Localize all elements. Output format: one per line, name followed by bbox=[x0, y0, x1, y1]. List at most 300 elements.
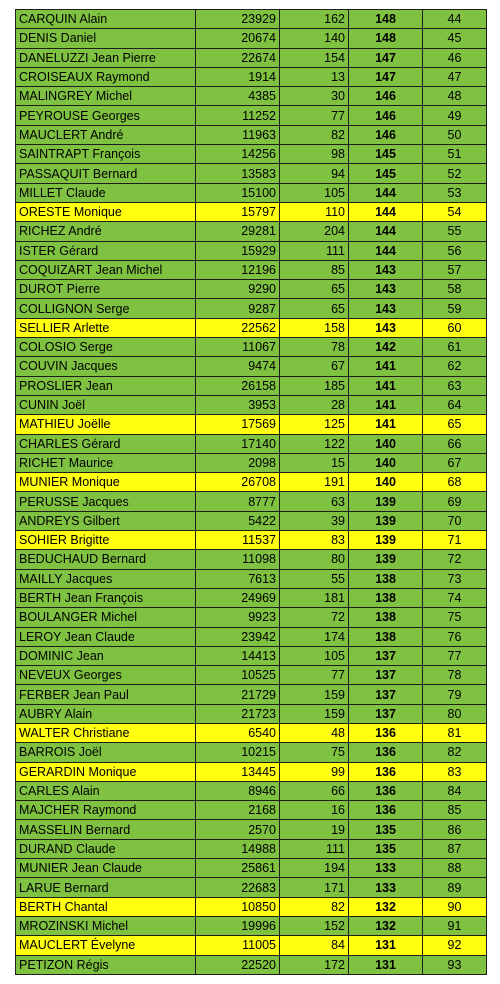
player-name-cell: MUNIER Jean Claude bbox=[16, 859, 196, 878]
table-row bbox=[16, 164, 487, 183]
score-cell: 131 bbox=[349, 936, 423, 955]
player-name-cell: BERTH Jean François bbox=[16, 588, 196, 607]
value1-cell: 25861 bbox=[196, 859, 280, 878]
table-row-highlighted bbox=[16, 723, 487, 742]
player-name-cell: DOMINIC Jean bbox=[16, 646, 196, 665]
rank-cell: 91 bbox=[423, 916, 487, 935]
player-name-cell: CROISEAUX Raymond bbox=[16, 67, 196, 86]
value2-cell: 77 bbox=[280, 106, 349, 125]
player-name-cell: NEVEUX Georges bbox=[16, 666, 196, 685]
score-cell: 148 bbox=[349, 29, 423, 48]
value1-cell: 21729 bbox=[196, 685, 280, 704]
value1-cell: 11537 bbox=[196, 531, 280, 550]
value1-cell: 23942 bbox=[196, 627, 280, 646]
score-cell: 135 bbox=[349, 820, 423, 839]
rank-cell: 85 bbox=[423, 801, 487, 820]
table-row bbox=[16, 10, 487, 29]
rank-cell: 57 bbox=[423, 260, 487, 279]
player-name-cell: MAUCLERT André bbox=[16, 125, 196, 144]
score-cell: 139 bbox=[349, 550, 423, 569]
player-name-cell: CHARLES Gérard bbox=[16, 434, 196, 453]
value1-cell: 22520 bbox=[196, 955, 280, 974]
rank-cell: 71 bbox=[423, 531, 487, 550]
table-row bbox=[16, 820, 487, 839]
value2-cell: 83 bbox=[280, 531, 349, 550]
rank-cell: 78 bbox=[423, 666, 487, 685]
table-row bbox=[16, 588, 487, 607]
table-row bbox=[16, 395, 487, 414]
value2-cell: 63 bbox=[280, 492, 349, 511]
score-cell: 141 bbox=[349, 357, 423, 376]
score-cell: 144 bbox=[349, 202, 423, 221]
table-row-highlighted bbox=[16, 762, 487, 781]
ranking-table-body bbox=[16, 10, 487, 975]
rank-cell: 64 bbox=[423, 395, 487, 414]
player-name-cell: MATHIEU Joëlle bbox=[16, 415, 196, 434]
value1-cell: 3953 bbox=[196, 395, 280, 414]
value1-cell: 11067 bbox=[196, 338, 280, 357]
value2-cell: 13 bbox=[280, 67, 349, 86]
rank-cell: 82 bbox=[423, 743, 487, 762]
score-cell: 139 bbox=[349, 492, 423, 511]
player-name-cell: GERARDIN Monique bbox=[16, 762, 196, 781]
value1-cell: 15100 bbox=[196, 183, 280, 202]
score-cell: 145 bbox=[349, 164, 423, 183]
table-row bbox=[16, 434, 487, 453]
value1-cell: 4385 bbox=[196, 87, 280, 106]
rank-cell: 56 bbox=[423, 241, 487, 260]
value2-cell: 80 bbox=[280, 550, 349, 569]
table-row bbox=[16, 685, 487, 704]
score-cell: 133 bbox=[349, 859, 423, 878]
rank-cell: 90 bbox=[423, 897, 487, 916]
value1-cell: 8946 bbox=[196, 781, 280, 800]
rank-cell: 81 bbox=[423, 723, 487, 742]
rank-cell: 45 bbox=[423, 29, 487, 48]
player-name-cell: MAJCHER Raymond bbox=[16, 801, 196, 820]
table-row bbox=[16, 511, 487, 530]
table-row bbox=[16, 569, 487, 588]
table-row bbox=[16, 106, 487, 125]
table-row bbox=[16, 125, 487, 144]
value2-cell: 98 bbox=[280, 145, 349, 164]
score-cell: 143 bbox=[349, 260, 423, 279]
value1-cell: 15929 bbox=[196, 241, 280, 260]
value1-cell: 17140 bbox=[196, 434, 280, 453]
value1-cell: 8777 bbox=[196, 492, 280, 511]
player-name-cell: PROSLIER Jean bbox=[16, 376, 196, 395]
value2-cell: 82 bbox=[280, 125, 349, 144]
value2-cell: 125 bbox=[280, 415, 349, 434]
player-name-cell: BERTH Chantal bbox=[16, 897, 196, 916]
score-cell: 141 bbox=[349, 376, 423, 395]
rank-cell: 67 bbox=[423, 453, 487, 472]
value1-cell: 6540 bbox=[196, 723, 280, 742]
rank-cell: 46 bbox=[423, 48, 487, 67]
rank-cell: 65 bbox=[423, 415, 487, 434]
value1-cell: 9474 bbox=[196, 357, 280, 376]
value1-cell: 14988 bbox=[196, 839, 280, 858]
table-row bbox=[16, 87, 487, 106]
rank-cell: 80 bbox=[423, 704, 487, 723]
value2-cell: 84 bbox=[280, 936, 349, 955]
table-row bbox=[16, 801, 487, 820]
score-cell: 145 bbox=[349, 145, 423, 164]
player-name-cell: PERUSSE Jacques bbox=[16, 492, 196, 511]
score-cell: 137 bbox=[349, 646, 423, 665]
table-row bbox=[16, 338, 487, 357]
value1-cell: 15797 bbox=[196, 202, 280, 221]
value1-cell: 9290 bbox=[196, 280, 280, 299]
value2-cell: 194 bbox=[280, 859, 349, 878]
rank-cell: 79 bbox=[423, 685, 487, 704]
value2-cell: 28 bbox=[280, 395, 349, 414]
value1-cell: 10850 bbox=[196, 897, 280, 916]
table-row bbox=[16, 280, 487, 299]
rank-cell: 59 bbox=[423, 299, 487, 318]
score-cell: 147 bbox=[349, 48, 423, 67]
score-cell: 143 bbox=[349, 280, 423, 299]
player-name-cell: SELLIER Arlette bbox=[16, 318, 196, 337]
player-name-cell: DUROT Pierre bbox=[16, 280, 196, 299]
value2-cell: 110 bbox=[280, 202, 349, 221]
player-name-cell: RICHET Maurice bbox=[16, 453, 196, 472]
score-cell: 148 bbox=[349, 10, 423, 29]
score-cell: 137 bbox=[349, 666, 423, 685]
score-cell: 141 bbox=[349, 395, 423, 414]
table-row bbox=[16, 878, 487, 897]
score-cell: 140 bbox=[349, 434, 423, 453]
value1-cell: 24969 bbox=[196, 588, 280, 607]
player-name-cell: DURAND Claude bbox=[16, 839, 196, 858]
rank-cell: 69 bbox=[423, 492, 487, 511]
score-cell: 133 bbox=[349, 878, 423, 897]
player-name-cell: BOULANGER Michel bbox=[16, 608, 196, 627]
value1-cell: 11005 bbox=[196, 936, 280, 955]
player-name-cell: MROZINSKI Michel bbox=[16, 916, 196, 935]
value1-cell: 26158 bbox=[196, 376, 280, 395]
rank-cell: 87 bbox=[423, 839, 487, 858]
value2-cell: 94 bbox=[280, 164, 349, 183]
value2-cell: 162 bbox=[280, 10, 349, 29]
table-row bbox=[16, 183, 487, 202]
table-row-highlighted bbox=[16, 415, 487, 434]
value2-cell: 55 bbox=[280, 569, 349, 588]
rank-cell: 55 bbox=[423, 222, 487, 241]
score-cell: 140 bbox=[349, 453, 423, 472]
table-row bbox=[16, 859, 487, 878]
value1-cell: 14256 bbox=[196, 145, 280, 164]
rank-cell: 93 bbox=[423, 955, 487, 974]
rank-cell: 77 bbox=[423, 646, 487, 665]
table-row bbox=[16, 67, 487, 86]
value1-cell: 9923 bbox=[196, 608, 280, 627]
value1-cell: 2168 bbox=[196, 801, 280, 820]
player-name-cell: PASSAQUIT Bernard bbox=[16, 164, 196, 183]
rank-cell: 44 bbox=[423, 10, 487, 29]
rank-cell: 61 bbox=[423, 338, 487, 357]
player-name-cell: SAINTRAPT François bbox=[16, 145, 196, 164]
rank-cell: 48 bbox=[423, 87, 487, 106]
value2-cell: 65 bbox=[280, 280, 349, 299]
value1-cell: 17569 bbox=[196, 415, 280, 434]
score-cell: 144 bbox=[349, 222, 423, 241]
value2-cell: 105 bbox=[280, 646, 349, 665]
player-name-cell: DANELUZZI Jean Pierre bbox=[16, 48, 196, 67]
player-name-cell: PETIZON Régis bbox=[16, 955, 196, 974]
value2-cell: 30 bbox=[280, 87, 349, 106]
value2-cell: 122 bbox=[280, 434, 349, 453]
value1-cell: 11098 bbox=[196, 550, 280, 569]
rank-cell: 83 bbox=[423, 762, 487, 781]
rank-cell: 66 bbox=[423, 434, 487, 453]
player-name-cell: CARLES Alain bbox=[16, 781, 196, 800]
score-cell: 132 bbox=[349, 916, 423, 935]
value1-cell: 11252 bbox=[196, 106, 280, 125]
value1-cell: 11963 bbox=[196, 125, 280, 144]
value1-cell: 2098 bbox=[196, 453, 280, 472]
player-name-cell: WALTER Christiane bbox=[16, 723, 196, 742]
rank-cell: 60 bbox=[423, 318, 487, 337]
value1-cell: 9287 bbox=[196, 299, 280, 318]
rank-cell: 88 bbox=[423, 859, 487, 878]
value2-cell: 65 bbox=[280, 299, 349, 318]
player-name-cell: MAILLY Jacques bbox=[16, 569, 196, 588]
rank-cell: 86 bbox=[423, 820, 487, 839]
value2-cell: 48 bbox=[280, 723, 349, 742]
rank-cell: 47 bbox=[423, 67, 487, 86]
value2-cell: 111 bbox=[280, 241, 349, 260]
table-row bbox=[16, 916, 487, 935]
table-row-highlighted bbox=[16, 318, 487, 337]
player-name-cell: LEROY Jean Claude bbox=[16, 627, 196, 646]
rank-cell: 89 bbox=[423, 878, 487, 897]
value2-cell: 66 bbox=[280, 781, 349, 800]
value1-cell: 1914 bbox=[196, 67, 280, 86]
value2-cell: 159 bbox=[280, 704, 349, 723]
table-row bbox=[16, 492, 487, 511]
value2-cell: 82 bbox=[280, 897, 349, 916]
player-name-cell: ANDREYS Gilbert bbox=[16, 511, 196, 530]
table-row bbox=[16, 241, 487, 260]
table-row bbox=[16, 743, 487, 762]
table-row bbox=[16, 376, 487, 395]
table-row bbox=[16, 299, 487, 318]
player-name-cell: BEDUCHAUD Bernard bbox=[16, 550, 196, 569]
table-row bbox=[16, 781, 487, 800]
table-row bbox=[16, 145, 487, 164]
value2-cell: 185 bbox=[280, 376, 349, 395]
rank-cell: 49 bbox=[423, 106, 487, 125]
rank-cell: 51 bbox=[423, 145, 487, 164]
table-row bbox=[16, 550, 487, 569]
player-name-cell: LARUE Bernard bbox=[16, 878, 196, 897]
score-cell: 138 bbox=[349, 588, 423, 607]
player-name-cell: RICHEZ André bbox=[16, 222, 196, 241]
value2-cell: 140 bbox=[280, 29, 349, 48]
value2-cell: 191 bbox=[280, 473, 349, 492]
score-cell: 140 bbox=[349, 473, 423, 492]
rank-cell: 54 bbox=[423, 202, 487, 221]
value1-cell: 21723 bbox=[196, 704, 280, 723]
table-row bbox=[16, 48, 487, 67]
rank-cell: 62 bbox=[423, 357, 487, 376]
score-cell: 146 bbox=[349, 125, 423, 144]
rank-cell: 76 bbox=[423, 627, 487, 646]
value1-cell: 13445 bbox=[196, 762, 280, 781]
value2-cell: 67 bbox=[280, 357, 349, 376]
value2-cell: 75 bbox=[280, 743, 349, 762]
ranking-table bbox=[15, 9, 487, 975]
value1-cell: 7613 bbox=[196, 569, 280, 588]
value2-cell: 105 bbox=[280, 183, 349, 202]
player-name-cell: MILLET Claude bbox=[16, 183, 196, 202]
value2-cell: 172 bbox=[280, 955, 349, 974]
value1-cell: 19996 bbox=[196, 916, 280, 935]
score-cell: 137 bbox=[349, 685, 423, 704]
value2-cell: 111 bbox=[280, 839, 349, 858]
table-row bbox=[16, 222, 487, 241]
table-row bbox=[16, 608, 487, 627]
rank-cell: 84 bbox=[423, 781, 487, 800]
player-name-cell: MUNIER Monique bbox=[16, 473, 196, 492]
value1-cell: 22683 bbox=[196, 878, 280, 897]
player-name-cell: CARQUIN Alain bbox=[16, 10, 196, 29]
value2-cell: 85 bbox=[280, 260, 349, 279]
value2-cell: 77 bbox=[280, 666, 349, 685]
score-cell: 138 bbox=[349, 608, 423, 627]
value1-cell: 22674 bbox=[196, 48, 280, 67]
value2-cell: 174 bbox=[280, 627, 349, 646]
score-cell: 139 bbox=[349, 511, 423, 530]
table-row bbox=[16, 955, 487, 974]
player-name-cell: MAUCLERT Évelyne bbox=[16, 936, 196, 955]
player-name-cell: AUBRY Alain bbox=[16, 704, 196, 723]
value1-cell: 29281 bbox=[196, 222, 280, 241]
table-row-highlighted bbox=[16, 473, 487, 492]
value1-cell: 22562 bbox=[196, 318, 280, 337]
value1-cell: 10215 bbox=[196, 743, 280, 762]
rank-cell: 58 bbox=[423, 280, 487, 299]
rank-cell: 50 bbox=[423, 125, 487, 144]
table-row bbox=[16, 666, 487, 685]
value2-cell: 204 bbox=[280, 222, 349, 241]
table-row-highlighted bbox=[16, 897, 487, 916]
value1-cell: 5422 bbox=[196, 511, 280, 530]
player-name-cell: MASSELIN Bernard bbox=[16, 820, 196, 839]
value1-cell: 23929 bbox=[196, 10, 280, 29]
player-name-cell: COUVIN Jacques bbox=[16, 357, 196, 376]
score-cell: 135 bbox=[349, 839, 423, 858]
value2-cell: 171 bbox=[280, 878, 349, 897]
rank-cell: 73 bbox=[423, 569, 487, 588]
player-name-cell: COLLIGNON Serge bbox=[16, 299, 196, 318]
rank-cell: 74 bbox=[423, 588, 487, 607]
score-cell: 138 bbox=[349, 627, 423, 646]
player-name-cell: ORESTE Monique bbox=[16, 202, 196, 221]
table-row bbox=[16, 357, 487, 376]
score-cell: 142 bbox=[349, 338, 423, 357]
rank-cell: 63 bbox=[423, 376, 487, 395]
table-row-highlighted bbox=[16, 531, 487, 550]
score-cell: 144 bbox=[349, 183, 423, 202]
score-cell: 136 bbox=[349, 801, 423, 820]
table-row bbox=[16, 839, 487, 858]
player-name-cell: ISTER Gérard bbox=[16, 241, 196, 260]
score-cell: 141 bbox=[349, 415, 423, 434]
rank-cell: 92 bbox=[423, 936, 487, 955]
player-name-cell: PEYROUSE Georges bbox=[16, 106, 196, 125]
score-cell: 147 bbox=[349, 67, 423, 86]
score-cell: 136 bbox=[349, 743, 423, 762]
player-name-cell: SOHIER Brigitte bbox=[16, 531, 196, 550]
score-cell: 146 bbox=[349, 106, 423, 125]
player-name-cell: FERBER Jean Paul bbox=[16, 685, 196, 704]
score-cell: 138 bbox=[349, 569, 423, 588]
value2-cell: 154 bbox=[280, 48, 349, 67]
player-name-cell: CUNIN Joël bbox=[16, 395, 196, 414]
value2-cell: 78 bbox=[280, 338, 349, 357]
score-cell: 143 bbox=[349, 318, 423, 337]
value1-cell: 13583 bbox=[196, 164, 280, 183]
score-cell: 136 bbox=[349, 723, 423, 742]
score-cell: 146 bbox=[349, 87, 423, 106]
score-cell: 131 bbox=[349, 955, 423, 974]
score-cell: 137 bbox=[349, 704, 423, 723]
value2-cell: 72 bbox=[280, 608, 349, 627]
value1-cell: 20674 bbox=[196, 29, 280, 48]
player-name-cell: COQUIZART Jean Michel bbox=[16, 260, 196, 279]
value1-cell: 2570 bbox=[196, 820, 280, 839]
value2-cell: 15 bbox=[280, 453, 349, 472]
value1-cell: 26708 bbox=[196, 473, 280, 492]
value2-cell: 99 bbox=[280, 762, 349, 781]
table-row bbox=[16, 29, 487, 48]
value2-cell: 158 bbox=[280, 318, 349, 337]
value2-cell: 19 bbox=[280, 820, 349, 839]
score-cell: 136 bbox=[349, 762, 423, 781]
table-row bbox=[16, 260, 487, 279]
rank-cell: 70 bbox=[423, 511, 487, 530]
table-row-highlighted bbox=[16, 936, 487, 955]
player-name-cell: DENIS Daniel bbox=[16, 29, 196, 48]
player-name-cell: MALINGREY Michel bbox=[16, 87, 196, 106]
score-cell: 144 bbox=[349, 241, 423, 260]
table-row bbox=[16, 453, 487, 472]
table-row bbox=[16, 704, 487, 723]
value2-cell: 152 bbox=[280, 916, 349, 935]
score-cell: 139 bbox=[349, 531, 423, 550]
table-row bbox=[16, 646, 487, 665]
value1-cell: 14413 bbox=[196, 646, 280, 665]
score-cell: 132 bbox=[349, 897, 423, 916]
table-row-highlighted bbox=[16, 202, 487, 221]
value2-cell: 181 bbox=[280, 588, 349, 607]
rank-cell: 75 bbox=[423, 608, 487, 627]
rank-cell: 52 bbox=[423, 164, 487, 183]
score-cell: 143 bbox=[349, 299, 423, 318]
value2-cell: 159 bbox=[280, 685, 349, 704]
table-row bbox=[16, 627, 487, 646]
rank-cell: 72 bbox=[423, 550, 487, 569]
value2-cell: 16 bbox=[280, 801, 349, 820]
score-cell: 136 bbox=[349, 781, 423, 800]
value1-cell: 12196 bbox=[196, 260, 280, 279]
value1-cell: 10525 bbox=[196, 666, 280, 685]
rank-cell: 68 bbox=[423, 473, 487, 492]
player-name-cell: BARROIS Joël bbox=[16, 743, 196, 762]
rank-cell: 53 bbox=[423, 183, 487, 202]
